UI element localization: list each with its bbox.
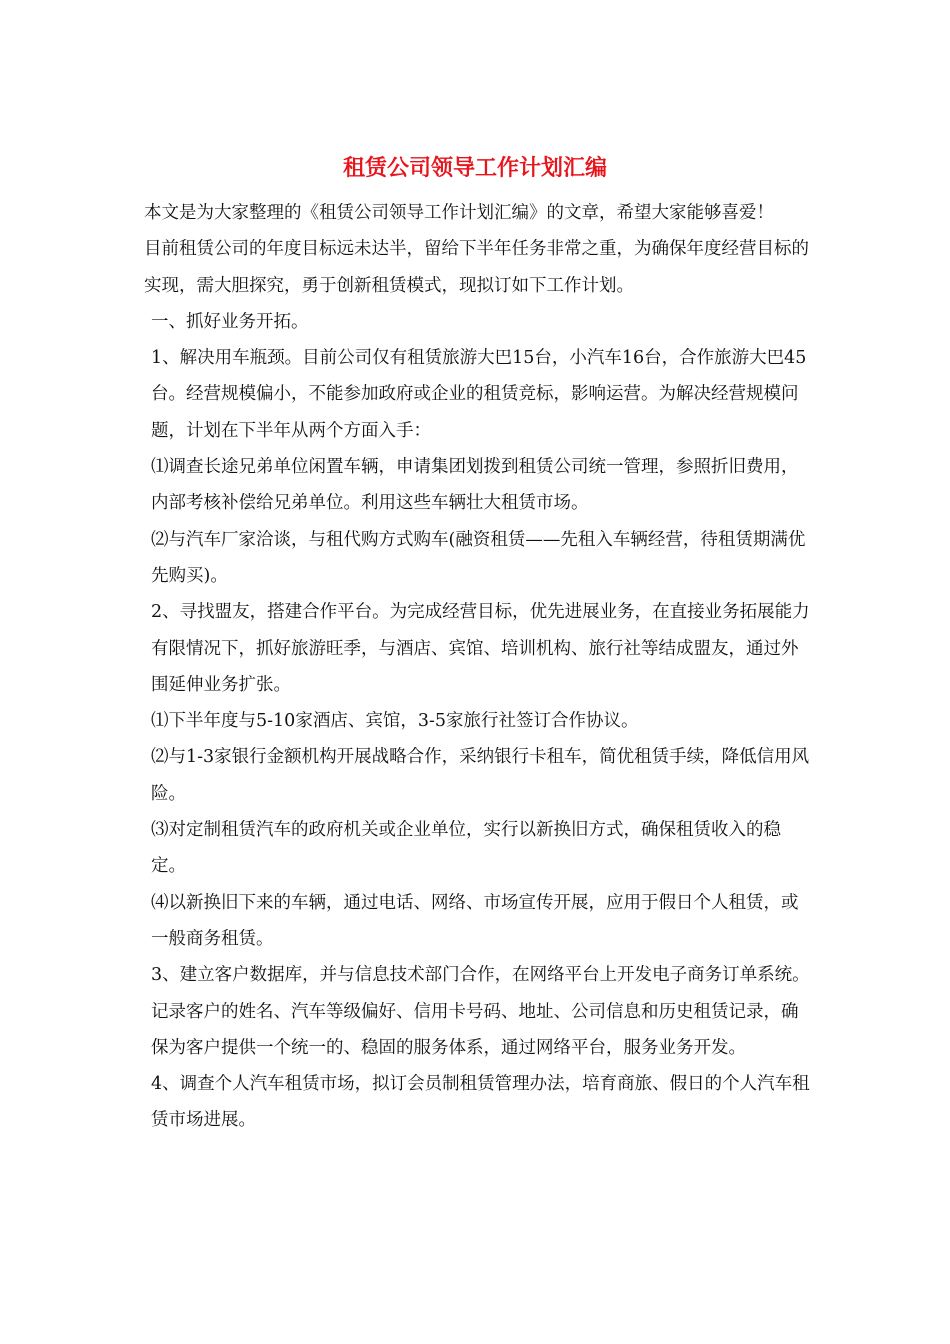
item-2-sub-4: ⑷以新换旧下来的车辆，通过电话、网络、市场宣传开展，应用于假日个人租赁，或一般商务租赁。 [151, 892, 799, 949]
item-4-paragraph: 4、调查个人汽车租赁市场，拟订会员制租赁管理办法，培育商旅、假日的个人汽车租赁市场进展。 [151, 1074, 810, 1131]
item-2-sub-1: ⑴下半年度与5-10家酒店、宾馆，3-5家旅行社签订合作协议。 [151, 711, 639, 732]
item-1-paragraph: 1、解决用车瓶颈。目前公司仅有租赁旅游大巴15台，小汽车16台，合作旅游大巴45台。经营规模偏小，不能参加政府或企业的租赁竞标，影响运营。为解决经营规模问题，计划在下半年从两个方面入手： [151, 348, 807, 441]
item-2-paragraph: 2、寻找盟友，搭建合作平台。为完成经营目标，优先进展业务，在直接业务拓展能力有限情况下，抓好旅游旺季，与酒店、宾馆、培训机构、旅行社等结成盟友，通过外围延伸业务扩张。 [151, 602, 810, 695]
intro-paragraph: 本文是为大家整理的《租赁公司领导工作计划汇编》的文章，希望大家能够喜爱！ [144, 203, 774, 223]
item-2-sub-2: ⑵与1-3家银行金额机构开展战略合作，采纳银行卡租车，简优租赁手续，降低信用风险。 [151, 747, 810, 804]
document-title: 租赁公司领导工作计划汇编 [342, 155, 607, 181]
section-heading: 一、抓好业务开拓。 [151, 311, 309, 332]
item-3-paragraph: 3、建立客户数据库，并与信息技术部门合作，在网络平台上开发电子商务订单系统。记录客户的姓名、汽车等级偏好、信用卡号码、地址、公司信息和历史租赁记录，确保为客户提供一个统一的、稳固的服务体系，通过网络平台，服务业务开发。 [151, 965, 810, 1058]
item-1-sub-1: ⑴调查长途兄弟单位闲置车辆，申请集团划拨到租赁公司统一管理，参照折旧费用，内部考核补偿给兄弟单位。利用这些车辆壮大租赁市场。 [151, 457, 799, 514]
document-body [144, 195, 812, 1139]
item-2-sub-3: ⑶对定制租赁汽车的政府机关或企业单位，实行以新换旧方式，确保租赁收入的稳定。 [151, 820, 781, 877]
item-1-sub-2: ⑵与汽车厂家洽谈，与租代购方式购车(融资租赁——先租入车辆经营，待租赁期满优先购买)。 [151, 529, 806, 586]
background-paragraph: 目前租赁公司的年度目标远未达半，留给下半年任务非常之重，为确保年度经营目标的实现，需大胆探究，勇于创新租赁模式，现拟订如下工作计划。 [144, 239, 809, 296]
